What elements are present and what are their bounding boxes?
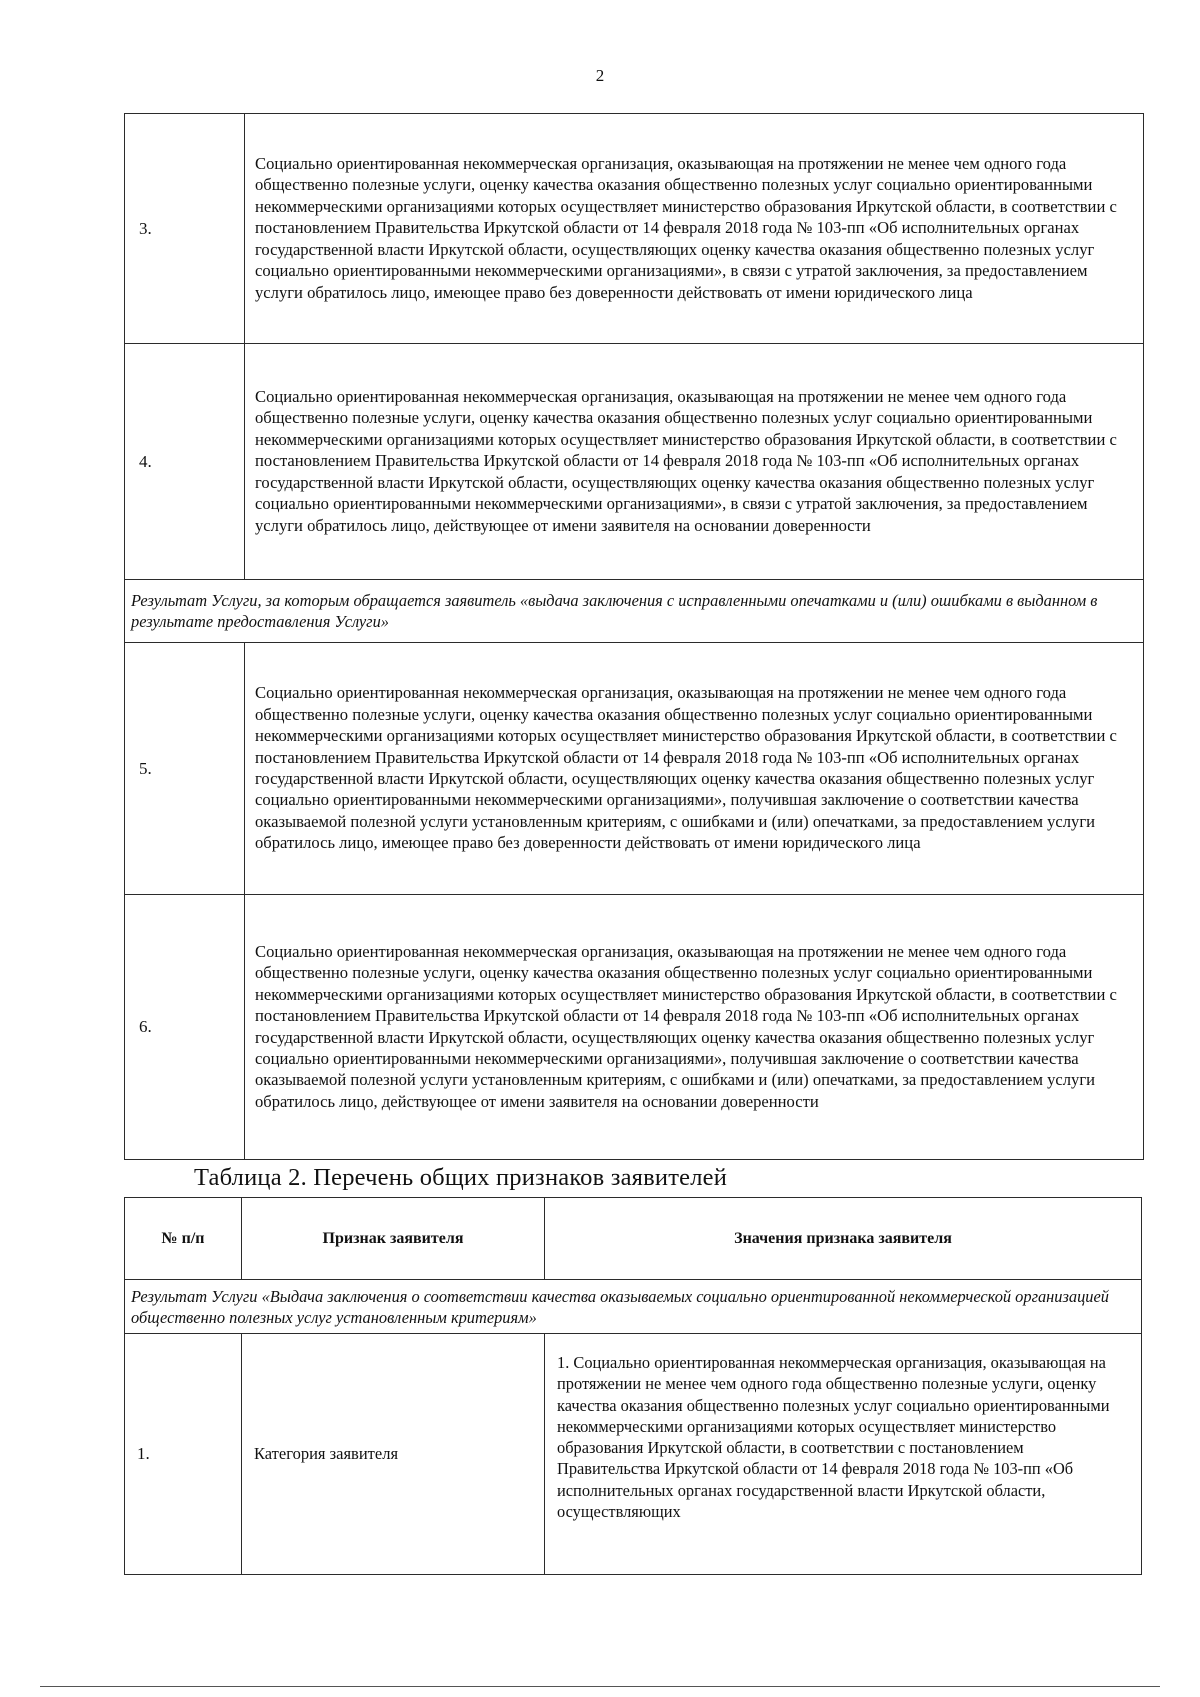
applicant-variants-table [124,113,1144,1160]
applicant-attributes-table [124,1197,1142,1575]
column-header-attribute: Признак заявителя [242,1198,545,1280]
table-row [125,114,1144,344]
table-row [125,895,1144,1160]
row-number: 6. [125,895,245,1160]
row-description: Социально ориентированная некоммерческая организация, оказывающая на протяжении не менее чем одного года общественно полезные услуги, оценку качества оказания общественно полезных услуг социально ориентированными некоммерческими организациями которых осуществляет министерство образования Иркутской области, в соответствии с постановлением Правительства Иркутской области от 14 февраля 2018 года № 103-пп «Об исполнительных органах государственной власти Иркутской области, осуществляющих оценку качества оказания общественно полезных услуг социально ориентированными некоммерческими организациями», получившая заключение о соответствии качества оказываемой полезной услуги установленным критериям, с ошибками и (или) опечатками, за предоставлением услуги обратилось лицо, имеющее право без доверенности действовать от имени юридического лица [245,643,1144,895]
column-header-number: № п/п [125,1198,242,1280]
row-description: Социально ориентированная некоммерческая организация, оказывающая на протяжении не менее чем одного года общественно полезные услуги, оценку качества оказания общественно полезных услуг социально ориентированными некоммерческими организациями которых осуществляет министерство образования Иркутской области, в соответствии с постановлением Правительства Иркутской области от 14 февраля 2018 года № 103-пп «Об исполнительных органах государственной власти Иркутской области, осуществляющих оценку качества оказания общественно полезных услуг социально ориентированными некоммерческими организациями», в связи с утратой заключения, за предоставлением услуги обратилось лицо, действующее от имени заявителя на основании доверенности [245,344,1144,580]
table-row [125,344,1144,580]
row-description: Социально ориентированная некоммерческая организация, оказывающая на протяжении не менее чем одного года общественно полезные услуги, оценку качества оказания общественно полезных услуг социально ориентированными некоммерческими организациями которых осуществляет министерство образования Иркутской области, в соответствии с постановлением Правительства Иркутской области от 14 февраля 2018 года № 103-пп «Об исполнительных органах государственной власти Иркутской области, осуществляющих оценку качества оказания общественно полезных услуг социально ориентированными некоммерческими организациями», в связи с утратой заключения, за предоставлением услуги обратилось лицо, имеющее право без доверенности действовать от имени юридического лица [245,114,1144,344]
section-heading: Результат Услуги, за которым обращается заявитель «выдача заключения с исправленными опечатками и (или) ошибками в выданном в результате предоставления Услуги» [125,580,1144,643]
table-row [125,643,1144,895]
row-number: 1. [125,1334,242,1575]
section-heading: Результат Услуги «Выдача заключения о соответствии качества оказываемых социально ориентированной некоммерческой организацией общественно полезных услуг установленным критериям» [125,1280,1142,1334]
row-number: 3. [125,114,245,344]
column-header-values: Значения признака заявителя [545,1198,1142,1280]
attribute-value: 1. Социально ориентированная некоммерческая организация, оказывающая на протяжении не менее чем одного года общественно полезные услуги, оценку качества оказания общественно полезных услуг социально ориентированными некоммерческими организациями которых осуществляет министерство образования Иркутской области, в соответствии с постановлением Правительства Иркутской области от 14 февраля 2018 года № 103-пп «Об исполнительных органах государственной власти Иркутской области, осуществляющих [545,1334,1142,1575]
row-number: 4. [125,344,245,580]
row-description: Социально ориентированная некоммерческая организация, оказывающая на протяжении не менее чем одного года общественно полезные услуги, оценку качества оказания общественно полезных услуг социально ориентированными некоммерческими организациями которых осуществляет министерство образования Иркутской области, в соответствии с постановлением Правительства Иркутской области от 14 февраля 2018 года № 103-пп «Об исполнительных органах государственной власти Иркутской области, осуществляющих оценку качества оказания общественно полезных услуг социально ориентированными некоммерческими организациями», получившая заключение о соответствии качества оказываемой полезной услуги установленным критериям, с ошибками и (или) опечатками, за предоставлением услуги обратилось лицо, действующее от имени заявителя на основании доверенности [245,895,1144,1160]
header-row [125,1198,1142,1280]
page-number: 2 [595,66,605,85]
page-bottom-rule [40,1686,1160,1687]
row-number: 5. [125,643,245,895]
table-2-title: Таблица 2. Перечень общих признаков заявителей [194,1164,728,1191]
table-row [125,1334,1142,1575]
section-row [125,1280,1142,1334]
attribute-label: Категория заявителя [242,1334,545,1575]
section-row [125,580,1144,643]
